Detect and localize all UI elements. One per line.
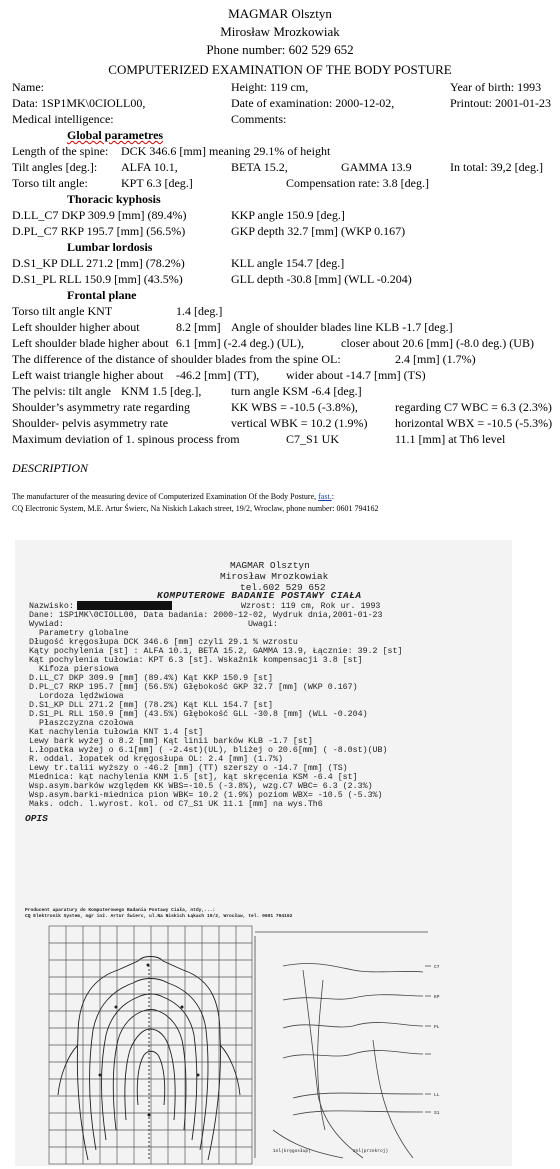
scan-line-13: D.LL_C7 DKP 309.9 [mm] (89.4%) Kąt KKP 150.9 [st]	[29, 674, 273, 683]
scan-line-19: Kat nachylenia tułowia KNT 1.4 [st]	[29, 728, 204, 737]
label-pl: PL	[434, 1025, 440, 1030]
birth-year-field: Year of birth: 1993	[450, 80, 542, 94]
knt-label: Torso tilt angle KNT	[12, 304, 113, 318]
shoulder-blade-value: 6.1 [mm] (-2.4 deg.) (UL),	[176, 336, 304, 350]
spine-length-label: Length of the spine:	[12, 144, 109, 158]
scan-line-16: D.S1_KP DLL 271.2 [mm] (78.2%) Kąt KLL 154.7 [st]	[29, 701, 273, 710]
spine-length-value: DCK 346.6 [mm] meaning 29.1% of height	[121, 144, 331, 158]
label-c7: C7	[434, 965, 440, 970]
thoracic-row2-right: GKP depth 32.7 [mm] (WKP 0.167)	[231, 224, 406, 238]
scan-line-notes: Uwagi:	[248, 620, 278, 629]
comments-label: Comments:	[231, 112, 287, 126]
scan-lordosis-heading: Lordoza lędźwiowa	[39, 692, 124, 701]
scan-line-17: D.S1_PL RLL 150.9 [mm] (43.5%) Głębokość GLL -30.8 [mm] (WLL -0.204)	[29, 710, 368, 719]
caption-spine: 1nl(kręgosłup)	[273, 1149, 311, 1154]
lumbar-row1-left: D.S1_KP DLL 271.2 [mm] (78.2%)	[12, 256, 185, 270]
redaction-bar	[77, 601, 172, 610]
lumbar-row2-right: GLL depth -30.8 [mm] (WLL -0.204)	[231, 272, 412, 286]
caption-section: 2nl(przekroj)	[353, 1149, 389, 1154]
scan-line-24: Miednica: kąt nachylenia KNM 1.5 [st], kąt skręcenia KSM -6.4 [st]	[29, 773, 358, 782]
beta-value: BETA 15.2,	[231, 160, 288, 174]
thoracic-row2-left: D.PL_C7 RKP 195.7 [mm] (56.5%)	[12, 224, 186, 238]
pelvis-value: KNM 1.5 [deg.],	[121, 384, 202, 398]
lumbar-row1-right: KLL angle 154.7 [deg.]	[231, 256, 345, 270]
gamma-value: GAMMA 13.9	[341, 160, 412, 174]
max-deviation-label: Maximum deviation of 1. spinous process from	[12, 432, 240, 446]
scan-line-20: Lewy bark wyżej o 8.2 [mm] Kąt linii barków KLB -1.7 [st]	[29, 737, 313, 746]
shoulder-blade-line-angle: Angle of shoulder blades line KLB -1.7 [deg.]	[231, 320, 453, 334]
footer-line-1	[12, 492, 334, 502]
exam-date-field: Date of examination: 2000-12-02,	[231, 96, 395, 110]
pelvis-turn: turn angle KSM -6.4 [deg.]	[231, 384, 362, 398]
total-value: In total: 39,2 [deg.]	[450, 160, 543, 174]
description-heading: DESCRIPTION	[12, 461, 88, 475]
compensation-rate: Compensation rate: 3.8 [deg.]	[286, 176, 429, 190]
scan-line-26: Wsp.asym.barki-miednica pion WBK= 10.2 (1.9%) poziom WBX= -10.5 (-5.3%)	[29, 791, 383, 800]
shoulder-blade-diff-value: 2.4 [mm] (1.7%)	[395, 352, 476, 366]
phone-number: Phone number: 602 529 652	[206, 42, 354, 57]
pelvis-label: The pelvis: tilt angle	[12, 384, 111, 398]
scan-line-21: L.łopatka wyżej o 6.1[mm] ( -2.4st)(UL), bliżej o 20.6[mm] ( -8.0st)(UB)	[29, 746, 388, 755]
scanned-printout	[15, 540, 512, 1166]
thoracic-row1-right: KKP angle 150.9 [deg.]	[231, 208, 345, 222]
shoulder-blade-closer: closer about 20.6 [mm] (-8.0 deg.) (UB)	[341, 336, 534, 350]
scan-line-25: Wsp.asym.barków względem KK WBS=-10.5 (-3.8%), wzg.C7 WBC= 6.3 (2.3%)	[29, 782, 373, 791]
scan-line-27: Maks. odch. l.wyrost. kol. od C7_S1 UK 11.1 [mm] na wys.Th6	[29, 800, 323, 809]
footer-line-2: CQ Electronic System, M.E. Artur Świerc, Na Niskich Lakach street, 19/2, Wroclaw, phone number: 0601 794162	[12, 504, 379, 513]
scan-kyphosis-heading: Kifoza piersiowa	[39, 665, 119, 674]
printout-field: Printout: 2001-01-23	[450, 96, 551, 110]
waist-label: Left waist triangle higher about	[12, 368, 164, 382]
max-deviation-mid: C7_S1 UK	[286, 432, 340, 446]
scan-line-height: Wzrost: 119 cm, Rok ur. 1993	[241, 602, 381, 611]
scan-line-22: R. oddal. łopatek od kręgosłupa OL: 2.4 [mm] (1.7%)	[29, 755, 283, 764]
spine-profile-plot	[253, 930, 463, 1162]
name-label: Name:	[12, 80, 44, 94]
waist-wider: wider about -14.7 [mm] (TS)	[286, 368, 426, 382]
scan-line-11: Kąt pochylenia tułowia: KPT 6.3 [st]. Wskaźnik kompensacji 3.8 [st]	[29, 656, 363, 665]
profile-ticks	[425, 966, 431, 1112]
kpt-value: KPT 6.3 [deg.]	[121, 176, 193, 190]
lumbar-row2-left: D.S1_PL RLL 150.9 [mm] (43.5%)	[12, 272, 183, 286]
global-heading	[67, 128, 163, 142]
scan-phone: tel.602 529 652	[240, 582, 326, 593]
thoracic-heading: Thoracic kyphosis	[67, 192, 161, 206]
scan-title: KOMPUTEROWE BADANIE POSTAWY CIAŁA	[157, 590, 362, 601]
data-field: Data: 1SP1MK\0CIOLL00,	[12, 96, 146, 110]
tilt-angles-label: Tilt angles [deg.]:	[12, 160, 98, 174]
org-name: MAGMAR Olsztyn	[228, 6, 332, 21]
scan-org: MAGMAR Olsztyn	[230, 560, 310, 571]
knt-value: 1.4 [deg.]	[176, 304, 223, 318]
scan-person: Mirosław Mrozkowiak	[220, 571, 329, 582]
lumbar-heading: Lumbar lordosis	[67, 240, 153, 254]
footer-link[interactable]: fast.	[318, 492, 332, 501]
alfa-value: ALFA 10.1,	[121, 160, 178, 174]
scan-line-surname: Nazwisko:	[29, 602, 74, 611]
label-s1: S1	[434, 1111, 440, 1116]
height-field: Height: 119 cm,	[231, 80, 309, 94]
label-kp: KP	[434, 995, 440, 1000]
shoulder-asymmetry-c7: regarding C7 WBC = 6.3 (2.3%)	[395, 400, 552, 414]
profile-lines	[255, 932, 428, 1158]
shoulder-pelvis-label: Shoulder- pelvis asymmetry rate	[12, 416, 169, 430]
scan-line-9: Długość kręgosłupa DCK 346.6 [mm] czyli 29.1 % wzrostu	[29, 638, 298, 647]
scan-opis: OPIS	[25, 813, 48, 824]
scan-footer-2: CQ Elektronik System, mgr inż. Artur Świerc, ul.Na Niskich Łąkach 19/2, Wrocław, tel. 0601 794162	[25, 914, 293, 919]
document-title: COMPUTERIZED EXAMINATION OF THE BODY POSTURE	[108, 62, 452, 77]
body-contour-plot	[48, 925, 253, 1165]
scan-line-10: Kąty pochylenia [st] : ALFA 10.1, BETA 15.2, GAMMA 13.9, Łącznie: 39.2 [st]	[29, 647, 403, 656]
shoulder-asymmetry-label: Shoulder’s asymmetry rate regarding	[12, 400, 191, 414]
global-heading-text: Global parametres	[67, 128, 164, 142]
scan-line-interview: Wywiad:	[29, 620, 64, 629]
waist-value: -46.2 [mm] (TT),	[176, 368, 260, 382]
shoulder-label: Left shoulder higher about	[12, 320, 140, 334]
scan-footer-1: Producent aparatury do Komputerowego Badania Postawy Ciała, ntdy,...:	[25, 908, 216, 913]
scan-line-data: Dane: 1SP1MK\0CIOLL00, Data badania: 2000-12-02, Wydruk dnia,2001-01-23	[29, 611, 383, 620]
shoulder-blade-label: Left shoulder blade higher about	[12, 336, 169, 350]
label-ll: LL	[434, 1093, 440, 1098]
footer-line-1-end: :	[331, 492, 334, 501]
shoulder-pelvis-vertical: vertical WBK = 10.2 (1.9%)	[231, 416, 368, 430]
medical-intelligence-label: Medical intelligence:	[12, 112, 114, 126]
footer-line-1-text: The manufacturer of the measuring device of Computerized Examination Of the Body Posture,	[12, 492, 317, 501]
scan-line-23: Lewy tr.talii wyższy o -46.2 [mm] (TT) szerszy o -14.7 [mm] (TS)	[29, 764, 348, 773]
shoulder-asymmetry-value: KK WBS = -10.5 (-3.8%),	[231, 400, 358, 414]
person-name: Mirosław Mrozkowiak	[220, 24, 340, 39]
torso-tilt-label: Torso tilt angle:	[12, 176, 88, 190]
max-deviation-value: 11.1 [mm] at Th6 level	[395, 432, 506, 446]
body-outline	[58, 957, 240, 1161]
scan-global-heading: Parametry globalne	[39, 629, 129, 638]
frontal-heading: Frontal plane	[67, 288, 137, 302]
scan-frontal-heading: Płaszczyzna czołowa	[39, 719, 134, 728]
scan-line-14: D.PL_C7 RKP 195.7 [mm] (56.5%) Głębokość GKP 32.7 [mm] (WKP 0.167)	[29, 683, 358, 692]
shoulder-value: 8.2 [mm]	[176, 320, 221, 334]
contour-grid	[49, 926, 252, 1164]
shoulder-pelvis-horizontal: horizontal WBX = -10.5 (-5.3%)	[395, 416, 553, 430]
thoracic-row1-left: D.LL_C7 DKP 309.9 [mm] (89.4%)	[12, 208, 187, 222]
shoulder-blade-diff-label: The difference of the distance of shoulder blades from the spine OL:	[12, 352, 341, 366]
